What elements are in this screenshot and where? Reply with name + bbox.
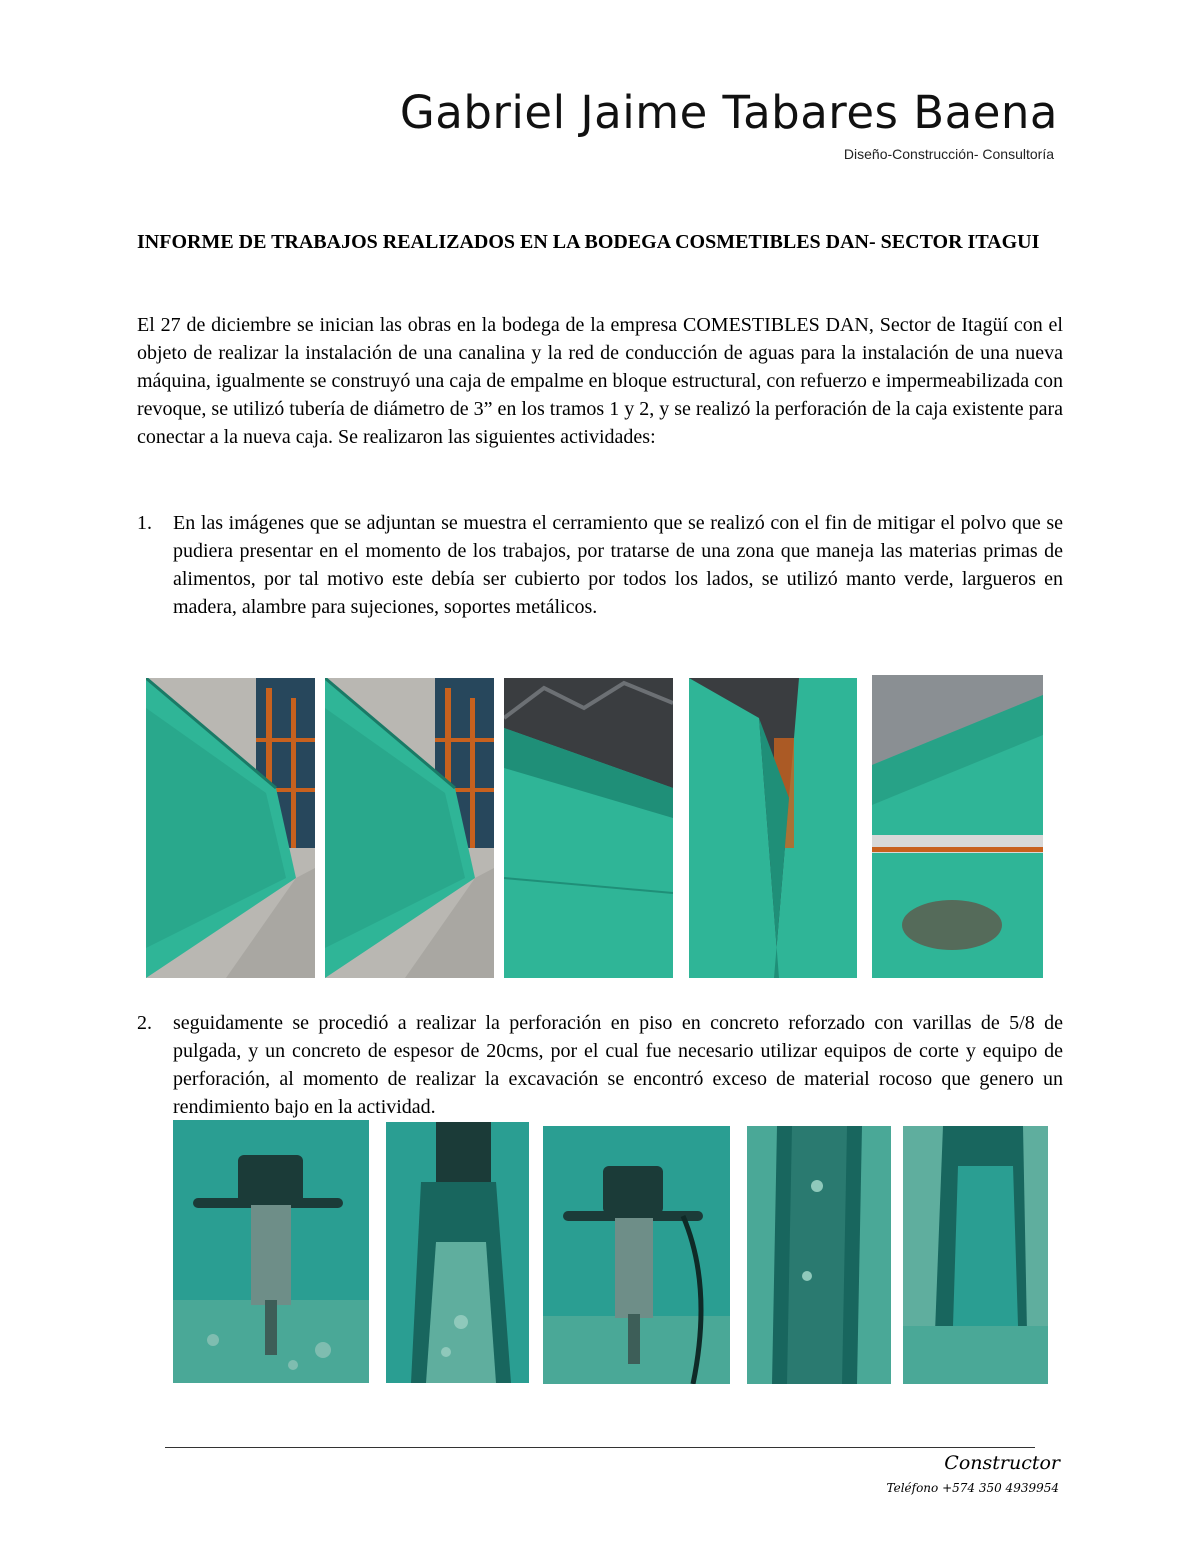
enclosure-photo-2 bbox=[325, 678, 494, 978]
enclosure-photo-3 bbox=[504, 678, 673, 978]
activity-text: seguidamente se procedió a realizar la perforación en piso en concreto reforzado con varillas de 5/8 de pulgada, y un concreto de espesor de 20cms, por el cual fue necesario utilizar equipos de corte y equipo de perforación, al momento de realizar la excavación se encontró exceso de material rocoso que genero un rendimiento bajo en la actividad. bbox=[173, 1012, 1063, 1118]
intro-paragraph: El 27 de diciembre se inician las obras en la bodega de la empresa COMESTIBLES DAN, Sector de Itagüí con el objeto de realizar la instalación de una canalina y la red de conducción de aguas para la instalación de una nueva máquina, igualmente se construyó una caja de empalme en bloque estructural, con refuerzo e impermeabilizada con revoque, se utilizó tubería de diámetro de 3” en los tramos 1 y 2, y se realizó la perforación de la caja existente para conectar a la nueva caja. Se realizaron las siguientes actividades: bbox=[137, 314, 1063, 448]
jackhammer-photo-1 bbox=[173, 1120, 369, 1383]
activity-text: En las imágenes que se adjuntan se muestra el cerramiento que se realizó con el fin de mitigar el polvo que se pudiera presentar en el momento de los trabajos, por tratarse de una zona que maneja las materias primas de alimentos, por tal motivo este debía ser cubierto por todos los lados, se utilizó manto verde, largueros en madera, alambre para sujeciones, soportes metálicos. bbox=[173, 512, 1063, 618]
activity-number: 2. bbox=[137, 1012, 152, 1034]
report-title: INFORME DE TRABAJOS REALIZADOS EN LA BODEGA COSMETIBLES DAN- SECTOR ITAGUI bbox=[137, 231, 1040, 253]
trench-photo-2 bbox=[747, 1126, 891, 1384]
activity-item-1 bbox=[137, 509, 1063, 621]
jackhammer-photo-2 bbox=[543, 1126, 730, 1384]
activity-number: 1. bbox=[137, 512, 152, 534]
footer-divider bbox=[165, 1447, 1035, 1448]
trench-photo-1 bbox=[386, 1122, 529, 1383]
enclosure-photo-1 bbox=[146, 678, 315, 978]
enclosure-photo-4 bbox=[689, 678, 857, 978]
footer-phone: Teléfono +574 350 4939954 bbox=[886, 1481, 1059, 1495]
enclosure-photo-5 bbox=[872, 675, 1043, 978]
activity-item-2 bbox=[137, 1009, 1063, 1121]
footer-role: Constructor bbox=[944, 1452, 1060, 1474]
letterhead-name: Gabriel Jaime Tabares Baena bbox=[399, 86, 1058, 139]
letterhead-tagline: Diseño-Construcción- Consultoría bbox=[843, 146, 1054, 162]
trench-photo-3 bbox=[903, 1126, 1048, 1384]
